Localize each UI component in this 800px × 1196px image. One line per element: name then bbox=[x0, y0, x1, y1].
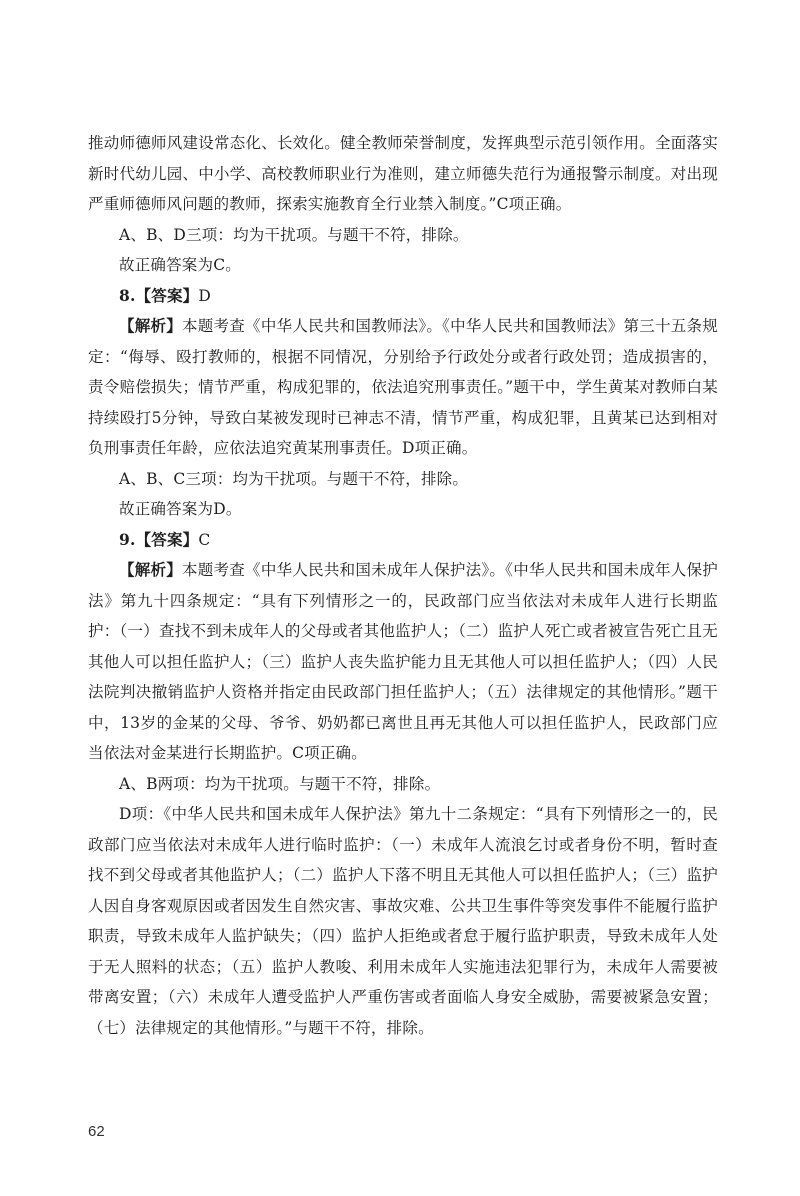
text: 故正确答案为C。 bbox=[119, 256, 241, 274]
analysis-8 bbox=[88, 311, 718, 464]
analysis-label: 【解析】 bbox=[119, 560, 183, 579]
text: 推动师德师风建设常态化、长效化。健全教师荣誉制度，发挥典型示范引领作用。全面落实新时代幼儿园、中小学、高校教师职业行为准则，建立师德失范行为通报警示制度。对出现严重师德师风问题的教师，探索实施教育全行业禁入制度。”C项正确。 bbox=[88, 134, 718, 213]
paragraph-6 bbox=[88, 464, 718, 495]
paragraph-2 bbox=[88, 220, 718, 251]
text: 故正确答案为D。 bbox=[119, 500, 242, 518]
analysis-text: 本题考查《中华人民共和国未成年人保护法》。《中华人民共和国未成年人保护法》第九十四条规定：“具有下列情形之一的，民政部门应当依法对未成年人进行长期监护：（一）查找不到未成年人的父母或者其他监护人；（二）监护人死亡或者被宣告死亡且无其他人可以担任监护人；（三）监护人丧失监护能力且无其他人可以担任监护人；（四）人民法院判决撤销监护人资格并指定由民政部门担任监护人；（五）法律规定的其他情形。”题干中，13岁的金某的父母、爷爷、奶奶都已离世且再无其他人可以担任监护人，民政部门应当依法对金某进行长期监护。C项正确。 bbox=[88, 561, 718, 762]
text: A、B、C三项：均为干扰项。与题干不符，排除。 bbox=[119, 469, 469, 488]
paragraph-10 bbox=[88, 769, 718, 800]
paragraph-11 bbox=[88, 799, 718, 1043]
answer-label: 8.【答案】 bbox=[119, 285, 199, 305]
paragraph-1 bbox=[88, 128, 718, 220]
text: A、B两项：均为干扰项。与题干不符，排除。 bbox=[119, 774, 441, 793]
page-content bbox=[88, 128, 718, 1043]
text: A、B、D三项：均为干扰项。与题干不符，排除。 bbox=[119, 225, 469, 244]
paragraph-7 bbox=[88, 494, 718, 525]
answer-value: C bbox=[198, 530, 211, 549]
analysis-9 bbox=[88, 555, 718, 769]
answer-9 bbox=[88, 525, 718, 556]
answer-8 bbox=[88, 281, 718, 312]
answer-label: 9.【答案】 bbox=[119, 529, 199, 549]
paragraph-3 bbox=[88, 250, 718, 281]
answer-value: D bbox=[198, 286, 212, 305]
text: D项：《中华人民共和国未成年人保护法》第九十二条规定：“具有下列情形之一的，民政部门应当依法对未成年人进行临时监护：（一）未成年人流浪乞讨或者身份不明，暂时查找不到父母或者其他监护人；（二）监护人下落不明且无其他人可以担任监护人；（三）监护人因自身客观原因或者因发生自然灾害、事故灾难、公共卫生事件等突发事件不能履行监护职责，导致未成年人监护缺失；（四）监护人拒绝或者怠于履行监护职责，导致未成年人处于无人照料的状态；（五）监护人教唆、利用未成年人实施违法犯罪行为，未成年人需要被带离安置；（六）未成年人遭受监护人严重伤害或者面临人身安全威胁，需要被紧急安置；（七）法律规定的其他情形。”与题干不符，排除。 bbox=[88, 805, 718, 1037]
page-number: 62 bbox=[88, 1123, 105, 1140]
analysis-text: 本题考查《中华人民共和国教师法》。《中华人民共和国教师法》第三十五条规定：“侮辱、殴打教师的，根据不同情况，分别给予行政处分或者行政处罚；造成损害的，责令赔偿损失；情节严重，构成犯罪的，依法追究刑事责任。”题干中，学生黄某对教师白某持续殴打5分钟，导致白某被发现时已神志不清，情节严重，构成犯罪，且黄某已达到相对负刑事责任年龄，应依法追究黄某刑事责任。D项正确。 bbox=[88, 317, 718, 457]
analysis-label: 【解析】 bbox=[119, 316, 183, 335]
